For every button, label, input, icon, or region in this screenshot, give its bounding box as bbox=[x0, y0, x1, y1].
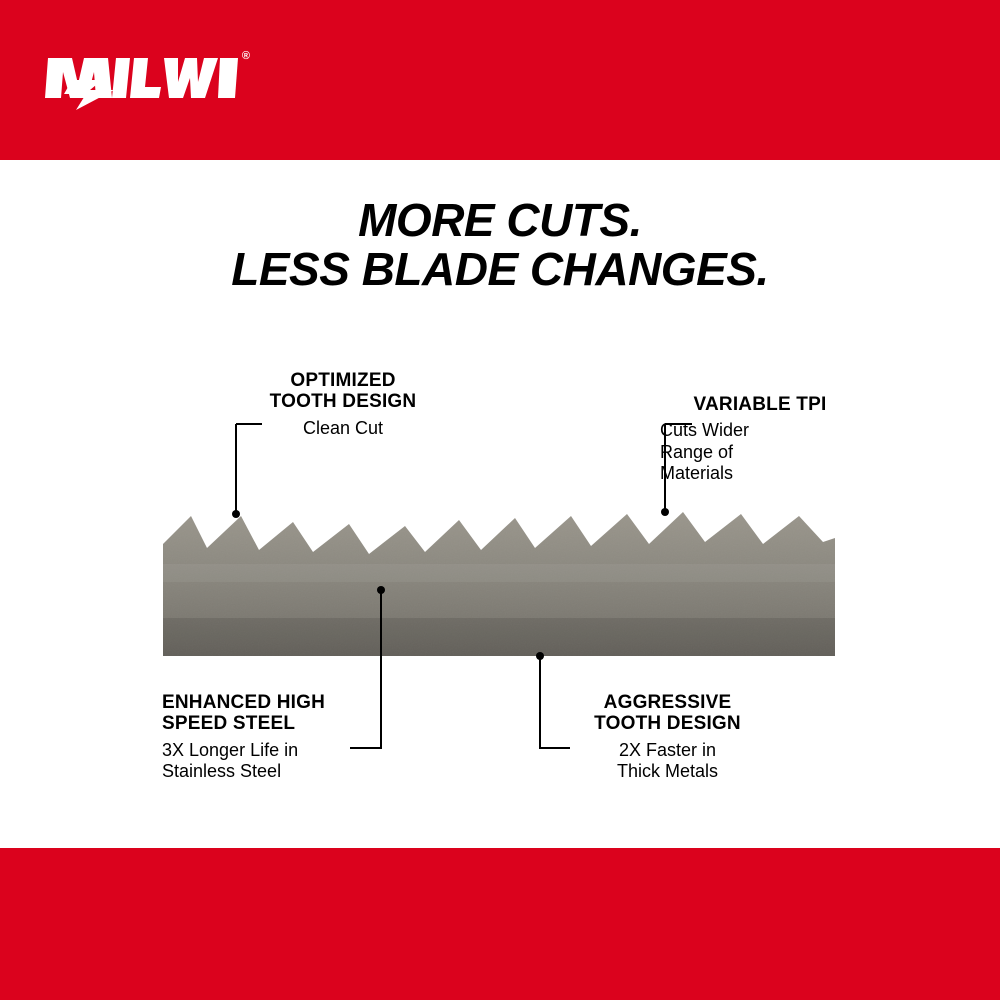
callout-description bbox=[660, 420, 860, 485]
callout-title-line-1: ENHANCED HIGH bbox=[162, 692, 326, 713]
callout-title-line-2: TOOTH DESIGN bbox=[269, 391, 417, 413]
callout-variable-tpi bbox=[660, 394, 860, 485]
callout-title-line-1: OPTIMIZED bbox=[290, 370, 396, 391]
callout-title-line-1: AGGRESSIVE bbox=[603, 692, 732, 713]
registered-trademark-mark: ® bbox=[241, 50, 250, 62]
milwaukee-logo-icon bbox=[42, 40, 242, 116]
headline bbox=[0, 196, 1000, 294]
callout-desc-line-1: Cuts Wider bbox=[660, 420, 750, 441]
callout-desc-line-1: 3X Longer Life in bbox=[162, 739, 299, 760]
blade-image bbox=[163, 508, 835, 656]
callout-title-line-2: SPEED STEEL bbox=[162, 713, 296, 735]
callout-title-line-2: TOOTH DESIGN bbox=[594, 713, 741, 735]
callout-desc-line-2: Thick Metals bbox=[616, 761, 719, 782]
top-red-band bbox=[0, 0, 1000, 160]
headline-line-1: MORE CUTS. bbox=[358, 194, 642, 246]
callout-description bbox=[162, 740, 382, 783]
callout-title-line-1: VARIABLE TPI bbox=[693, 394, 827, 415]
callout-desc-line-1: Clean Cut bbox=[302, 417, 384, 438]
callout-optimized-tooth-design bbox=[228, 370, 458, 439]
callout-desc-line-1: 2X Faster in bbox=[618, 739, 717, 760]
bottom-red-band bbox=[0, 848, 1000, 1000]
callout-description bbox=[560, 740, 775, 783]
milwaukee-logo bbox=[42, 40, 250, 116]
callout-desc-line-3: Materials bbox=[660, 463, 734, 484]
headline-line-2: LESS BLADE CHANGES. bbox=[231, 243, 769, 296]
callout-aggressive-tooth-design bbox=[560, 692, 775, 783]
callout-title bbox=[228, 370, 458, 413]
callout-description bbox=[228, 418, 458, 440]
callout-title bbox=[660, 394, 860, 415]
callout-title bbox=[162, 692, 382, 735]
callout-title bbox=[560, 692, 775, 735]
callout-enhanced-high-speed-steel bbox=[162, 692, 382, 783]
callout-desc-line-2: Stainless Steel bbox=[162, 761, 282, 782]
blade-teeth-illustration bbox=[163, 508, 835, 656]
callout-desc-line-2: Range of bbox=[660, 441, 734, 462]
